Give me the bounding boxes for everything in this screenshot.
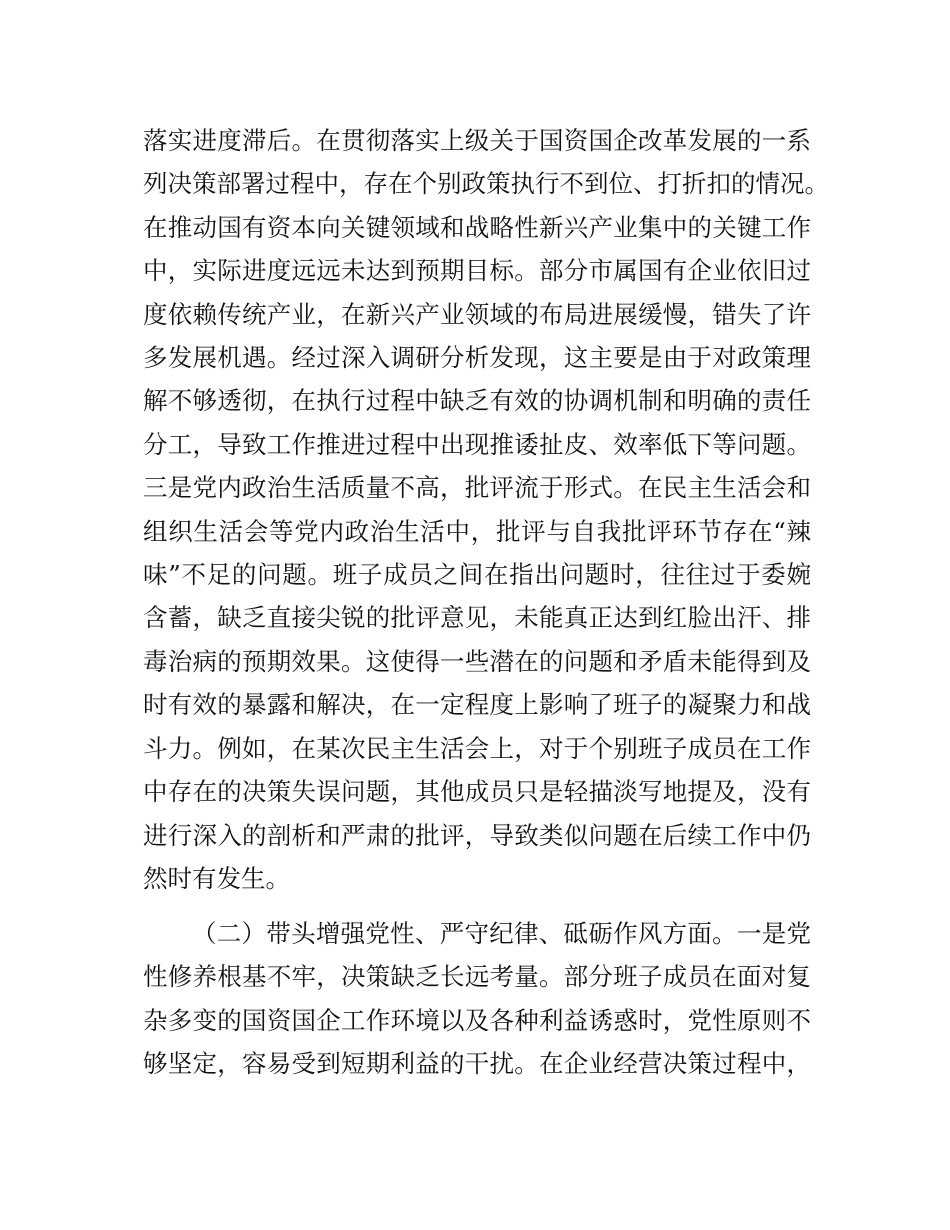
text-line: 味”不足的问题。班子成员之间在指出问题时，往往过于委婉 [143,560,811,590]
paragraph-2 [143,912,811,1086]
text-line: 列决策部署过程中，存在个别政策执行不到位、打折扣的情况。 [143,169,829,199]
paragraph-1 [143,119,829,900]
text-line: 多发展机遇。经过深入调研分析发现，这主要是由于对政策理 [143,343,811,373]
text-line: 进行深入的剖析和严肃的批评，导致类似问题在后续工作中仍 [143,820,811,850]
text-line: 中，实际进度远远未达到预期目标。部分市属国有企业依旧过 [143,256,811,286]
text-line: 够坚定，容易受到短期利益的干扰。在企业经营决策过程中， [143,1049,811,1079]
text-line: 组织生活会等党内政治生活中，批评与自我批评环节存在“辣 [143,516,811,546]
text-line: （二）带头增强党性、严守纪律、砥砺作风方面。一是党 [192,919,811,948]
text-line: 性修养根基不牢，决策缺乏长远考量。部分班子成员在面对复 [143,962,811,992]
text-line: 度依赖传统产业，在新兴产业领域的布局进展缓慢，错失了许 [143,299,811,329]
text-line: 杂多变的国资国企工作环境以及各种利益诱惑时，党性原则不 [143,1005,811,1035]
text-line: 斗力。例如，在某次民主生活会上，对于个别班子成员在工作 [143,733,811,763]
text-line: 解不够透彻，在执行过程中缺乏有效的协调机制和明确的责任 [143,386,811,416]
text-line: 然时有发生。 [143,863,290,893]
text-line: 毒治病的预期效果。这使得一些潜在的问题和矛盾未能得到及 [143,646,811,676]
text-line: 含蓄，缺乏直接尖锐的批评意见，未能真正达到红脸出汗、排 [143,603,811,633]
text-line: 在推动国有资本向关键领域和战略性新兴产业集中的关键工作 [143,212,811,242]
text-line: 落实进度滞后。在贯彻落实上级关于国资国企改革发展的一系 [143,126,811,155]
text-line: 三是党内政治生活质量不高，批评流于形式。在民主生活会和 [143,473,811,503]
text-line: 时有效的暴露和解决，在一定程度上影响了班子的凝聚力和战 [143,690,811,720]
text-line: 分工，导致工作推进过程中出现推诿扯皮、效率低下等问题。 [143,429,811,459]
text-line: 中存在的决策失误问题，其他成员只是轻描淡写地提及，没有 [143,777,811,807]
